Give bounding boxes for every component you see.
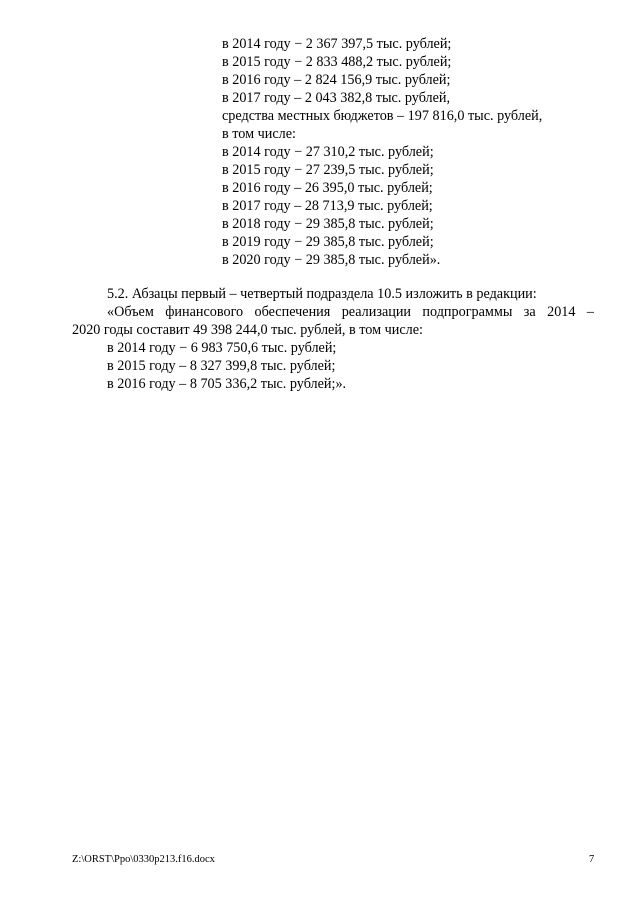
- page-number: 7: [589, 854, 595, 865]
- word: подпрограммы: [422, 304, 513, 320]
- list-line: в 2017 году – 2 043 382,8 тыс. рублей,: [222, 90, 451, 106]
- word: обеспечения: [254, 304, 331, 320]
- section-heading: 5.2. Абзацы первый – четвертый подраздела 10.5 изложить в редакции:: [107, 286, 537, 302]
- word: реализации: [341, 304, 412, 320]
- justified-paragraph-line: [107, 303, 594, 321]
- list-line: в 2018 году − 29 385,8 тыс. рублей;: [222, 216, 434, 232]
- list-line: в 2014 году − 27 310,2 тыс. рублей;: [222, 144, 434, 160]
- footer-file-path: Z:\ORST\Ppo\0330p213.f16.docx: [72, 854, 215, 865]
- paragraph-continuation: 2020 годы составит 49 398 244,0 тыс. рублей, в том числе:: [72, 322, 423, 338]
- list-line: средства местных бюджетов – 197 816,0 тыс. рублей,: [222, 108, 543, 124]
- list-line: в 2016 году – 26 395,0 тыс. рублей;: [222, 180, 433, 196]
- word: финансового: [165, 304, 244, 320]
- list-line: в 2014 году − 2 367 397,5 тыс. рублей;: [222, 36, 452, 52]
- list-line: в 2016 году – 8 705 336,2 тыс. рублей;».: [107, 376, 347, 392]
- list-line: в 2014 году − 6 983 750,6 тыс. рублей;: [107, 340, 337, 356]
- list-line: в 2015 году – 8 327 399,8 тыс. рублей;: [107, 358, 336, 374]
- word: 2014: [547, 304, 576, 320]
- word: за: [523, 304, 536, 320]
- word: –: [586, 304, 594, 320]
- list-line: в 2020 году − 29 385,8 тыс. рублей».: [222, 252, 441, 268]
- list-line: в 2017 году – 28 713,9 тыс. рублей;: [222, 198, 433, 214]
- list-line: в 2015 году − 2 833 488,2 тыс. рублей;: [222, 54, 452, 70]
- list-line: в том числе:: [222, 126, 296, 142]
- list-line: в 2019 году − 29 385,8 тыс. рублей;: [222, 234, 434, 250]
- list-line: в 2015 году − 27 239,5 тыс. рублей;: [222, 162, 434, 178]
- list-line: в 2016 году – 2 824 156,9 тыс. рублей;: [222, 72, 451, 88]
- word: «Объем: [107, 304, 154, 320]
